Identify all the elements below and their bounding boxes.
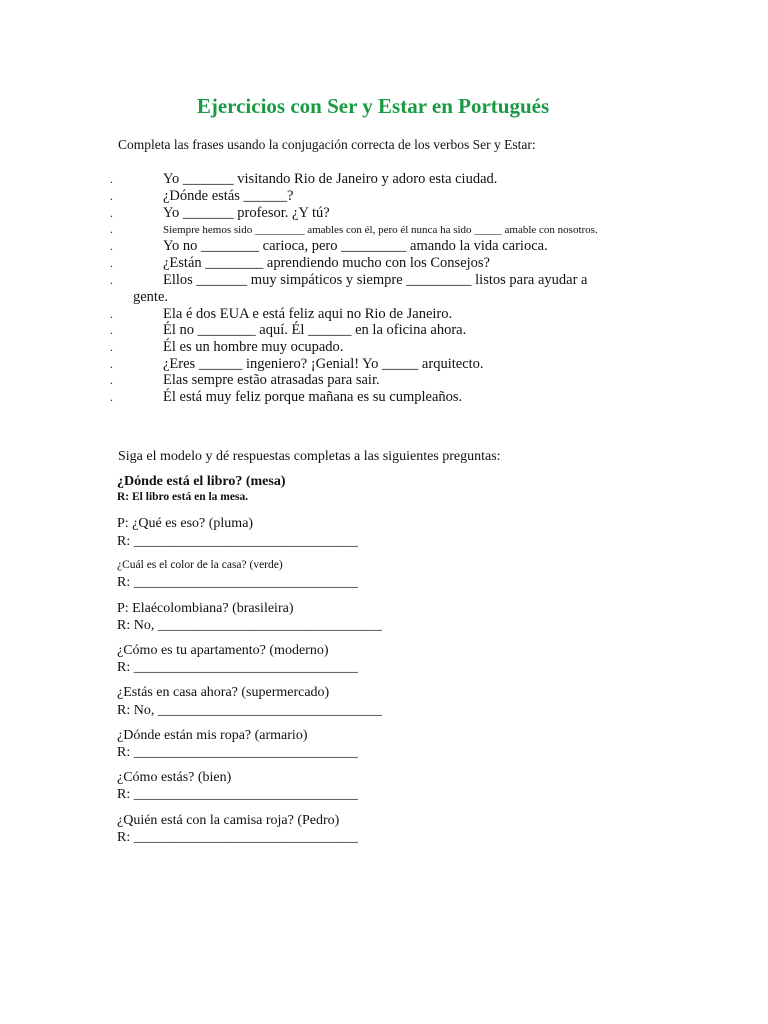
question: ¿Cómo estás? (bien) — [117, 770, 232, 785]
exercise-text: Siempre hemos sido _________ amables con él, pero él nunca ha sido _____ amable con nosotros. — [163, 224, 598, 236]
bullet-marker: . — [110, 172, 113, 186]
exercise-continuation: gente. — [133, 289, 169, 305]
question: ¿Cómo es tu apartamento? (moderno) — [117, 643, 329, 658]
question: ¿Quién está con la camisa roja? (Pedro) — [117, 813, 340, 828]
exercise-text: Ellos _______ muy simpáticos y siempre _________ listos para ayudar a — [163, 272, 588, 288]
exercise-text: Yo _______ visitando Rio de Janeiro y adoro esta ciudad. — [163, 171, 498, 187]
exercise-text: ¿Están ________ aprendiendo mucho con los Consejos? — [163, 255, 490, 271]
answer-line: R: ________________________________ — [117, 745, 358, 760]
exercise-text: Yo _______ profesor. ¿Y tú? — [163, 205, 330, 221]
exercise-text: Elas sempre estão atrasadas para sair. — [163, 372, 380, 388]
bullet-marker: . — [110, 222, 113, 236]
model-answer: R: El libro está en la mesa. — [117, 491, 249, 503]
exercise-text: Yo no ________ carioca, pero _________ amando la vida carioca. — [163, 238, 548, 254]
question: P: ¿Qué es eso? (pluma) — [117, 516, 254, 531]
bullet-marker: . — [110, 340, 113, 354]
bullet-marker: . — [110, 390, 113, 404]
bullet-marker: . — [110, 307, 113, 321]
bullet-marker: . — [110, 189, 113, 203]
bullet-marker: . — [110, 323, 113, 337]
answer-line: R: No, ________________________________ — [117, 618, 382, 633]
answer-line: R: ________________________________ — [117, 787, 358, 802]
answer-line: R: ________________________________ — [117, 534, 358, 549]
bullet-marker: . — [110, 373, 113, 387]
question: ¿Estás en casa ahora? (supermercado) — [117, 685, 330, 700]
bullet-marker: . — [110, 239, 113, 253]
exercise-text: ¿Eres ______ ingeniero? ¡Genial! Yo _____ arquitecto. — [163, 356, 484, 372]
part1-instruction: Completa las frases usando la conjugación correcta de los verbos Ser y Estar: — [118, 137, 536, 152]
question: ¿Cuál es el color de la casa? (verde) — [117, 559, 283, 571]
answer-line: R: ________________________________ — [117, 660, 358, 675]
exercise-text: ¿Dónde estás ______? — [163, 188, 294, 204]
question: ¿Dónde están mis ropa? (armario) — [117, 728, 308, 743]
bullet-marker: . — [110, 357, 113, 371]
page-title: Ejercicios con Ser y Estar en Portugués — [196, 94, 550, 118]
exercise-text: Ela é dos EUA e está feliz aqui no Rio de Janeiro. — [163, 306, 453, 322]
bullet-marker: . — [110, 256, 113, 270]
bullet-marker: . — [110, 206, 113, 220]
answer-line: R: No, ________________________________ — [117, 703, 382, 718]
exercise-text: Él es un hombre muy ocupado. — [163, 339, 344, 355]
bullet-marker: . — [110, 273, 113, 287]
part2-instruction: Siga el modelo y dé respuestas completas a las siguientes preguntas: — [118, 449, 501, 464]
answer-line: R: ________________________________ — [117, 830, 358, 845]
question: P: Elaécolombiana? (brasileira) — [117, 601, 294, 616]
exercise-text: Él no ________ aquí. Él ______ en la oficina ahora. — [163, 322, 467, 338]
exercise-text: Él está muy feliz porque mañana es su cumpleaños. — [163, 389, 463, 405]
model-question: ¿Dónde está el libro? (mesa) — [117, 474, 286, 489]
answer-line: R: ________________________________ — [117, 575, 358, 590]
